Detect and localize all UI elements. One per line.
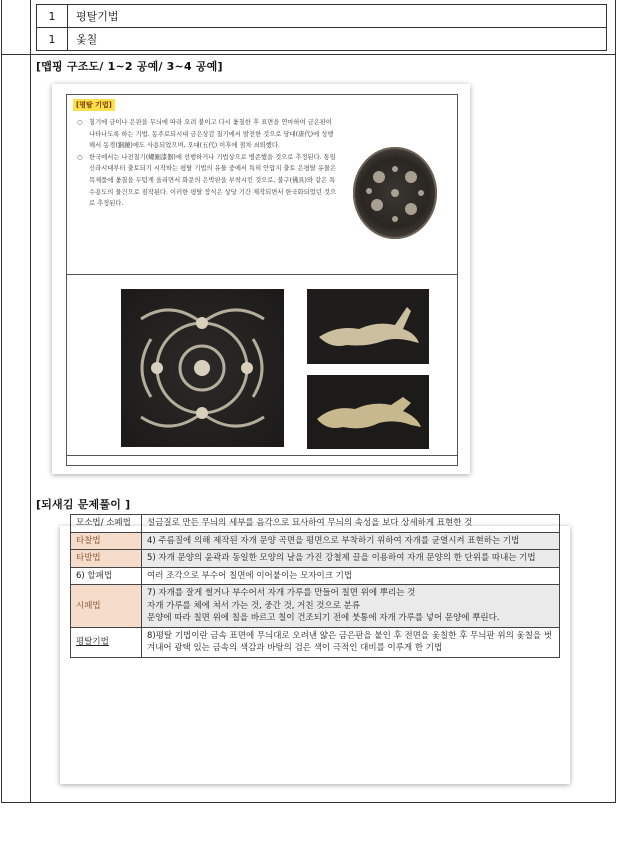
paragraph-text: 한국에서는 나전칠기(螺鈿漆器)에 선행하거나 기법상으로 병존했을 것으로 추정된다. 통일신라시대부터 출토되기 시작하는 평탈 기법의 유물 중에서 특히 안압지 출토 은평탈 유물은 목제품에 옻칠을 두텁게 올리면서 화문의 은박판을 부착시킨 것으로, 불구(佛具)와 같은 특수용도의 물건으로 짐작된다. 이러한 평탈 장식은 상당 기간 제작되면서 한국화되었던 것으로 추정된다. bbox=[89, 153, 337, 208]
technique-name: 타발법 bbox=[71, 550, 142, 568]
paragraph-text: 칠기에 금이나 은판을 무늬에 따라 오려 붙이고 다시 옻칠한 후 표면을 연마하여 금은판이 나타나도록 하는 기법. 동주로되시대 금은상감 칠기에서 발전한 것으로 당대(唐代)에 성행해서 동경(銅鏡)에도 사용되었으며, 오대(五代) 이후에 점차 쇠퇴했다. bbox=[89, 119, 334, 150]
card-inner-frame bbox=[66, 94, 458, 466]
technique-name: 평탈기법 bbox=[71, 627, 142, 657]
technique-name: 모소법/ 소폐법 bbox=[71, 515, 142, 533]
keyword-table bbox=[36, 4, 607, 51]
technique-description: 설금질로 만든 무늬의 세부를 음각으로 묘사하여 무늬의 속성을 보다 상세하게 표현한 것 bbox=[142, 515, 560, 533]
technique-description: 8)평탈 기법이란 금속 표면에 무늬대로 오려낸 얇은 금은판을 붙인 후 전면을 옻칠한 후 무늬판 위의 옻칠을 벗겨내어 광택 있는 금속의 색감과 바탕의 검은 색이 극적인 대비를 이루게 한 기법 bbox=[142, 627, 560, 657]
floral-pattern-photo bbox=[121, 289, 284, 447]
bullet-icon: ○ bbox=[77, 119, 83, 126]
animal-photo bbox=[307, 375, 429, 449]
deer-photo bbox=[307, 289, 429, 364]
card-label: [평탈 기법] bbox=[73, 99, 115, 111]
left-column-divider bbox=[30, 0, 31, 803]
table-row bbox=[37, 28, 607, 51]
mirror-photo bbox=[353, 147, 437, 239]
technique-name: 시패법 bbox=[71, 585, 142, 628]
table-row bbox=[71, 585, 560, 628]
section-divider bbox=[67, 274, 457, 275]
technique-description: 여러 조각으로 부수어 칠면에 이어붙이는 모자이크 기법 bbox=[142, 567, 560, 585]
technique-table bbox=[70, 514, 560, 658]
row-label: 옻칠 bbox=[68, 28, 607, 51]
paragraph bbox=[77, 152, 339, 210]
paragraph bbox=[77, 117, 339, 152]
frame-divider-line bbox=[1, 54, 616, 55]
technique-description: 4) 주름질에 의해 제작된 자개 문양 곡면을 평면으로 부착하기 위하여 자개를 균열시켜 표현하는 기법 bbox=[142, 532, 560, 550]
review-heading: [되새김 문제풀이 ] bbox=[36, 498, 131, 511]
pyeongtal-info-card bbox=[52, 84, 470, 474]
row-number: 1 bbox=[37, 28, 68, 51]
table-row bbox=[71, 515, 560, 533]
table-row bbox=[71, 567, 560, 585]
technique-description: 7) 자개를 잘게 썰거나 부수어서 자개 가루를 만들어 칠면 위에 뿌리는 것 자개 가루를 체에 쳐서 가는 것, 중간 것, 거친 것으로 분류 문양에 따라 칠면 위에 칠을 바르고 칠이 건조되기 전에 붓통에 자개 가루를 넣어 문양에 뿌린다. bbox=[142, 585, 560, 628]
technique-review-card bbox=[60, 518, 570, 784]
table-row bbox=[37, 5, 607, 28]
bullet-icon: ○ bbox=[77, 153, 83, 161]
row-number: 1 bbox=[37, 5, 68, 28]
technique-name: 6) 할패법 bbox=[71, 567, 142, 585]
mapping-heading: [맵핑 구조도/ 1~2 공예/ 3~4 공예] bbox=[36, 60, 223, 73]
table-row bbox=[71, 627, 560, 657]
technique-name: 타찰법 bbox=[71, 532, 142, 550]
table-row bbox=[71, 550, 560, 568]
table-row bbox=[71, 532, 560, 550]
section-divider bbox=[67, 455, 457, 456]
card-text bbox=[77, 117, 339, 210]
technique-description: 5) 자개 문양의 윤곽과 동일한 모양의 날을 가진 강철제 끌을 이용하여 자개 문양의 한 단위를 따내는 기법 bbox=[142, 550, 560, 568]
row-label: 평탈기법 bbox=[68, 5, 607, 28]
